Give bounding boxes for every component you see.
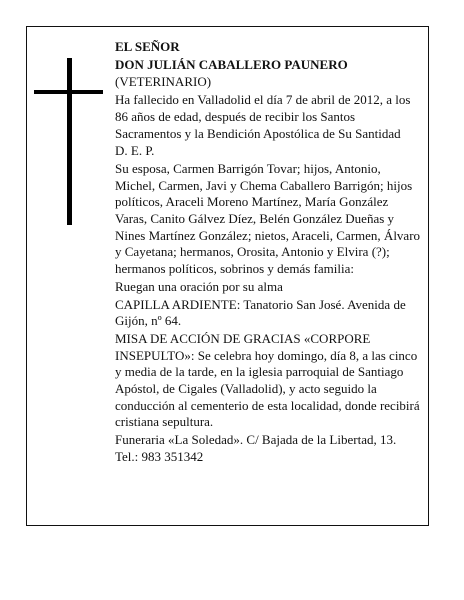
deceased-name: DON JULIÁN CABALLERO PAUNERO: [115, 56, 348, 72]
cross-vertical-bar: [67, 58, 72, 225]
chapel-info: CAPILLA ARDIENTE: Tanatorio San José. Avenida de Gijón, nº 64.: [115, 296, 406, 329]
mass-info: MISA DE ACCIÓN DE GRACIAS «CORPORE INSEPULTO»: Se celebra hoy domingo, día 8, a las cinco y media de la tarde, en la iglesia parroquial de Santiago Apóstol, de Cigales (Valladolid), y acto seguido la conducción al cementerio de esta localidad, donde recibirá cristiana sepultura.: [115, 330, 420, 430]
family-list: Su esposa, Carmen Barrigón Tovar; hijos, Antonio, Michel, Carmen, Javi y Chema Caballero Barrigón; hijos políticos, Araceli Moreno Martínez, María González Varas, Canito Gálvez Díez, Belén González Dueñas y Nines Martínez González; nietos, Araceli, Carmen, Álvaro y Cayetana; hermanos, Orosita, Antonio y Elvira (?); hermanos políticos, sobrinos y demás familia:: [115, 160, 421, 277]
deceased-profession: (VETERINARIO): [115, 74, 212, 90]
obituary-notice: [26, 26, 429, 526]
cross-horizontal-bar: [34, 90, 103, 94]
death-info: Ha fallecido en Valladolid el día 7 de abril de 2012, a los 86 años de edad, después de recibir los Santos Sacramentos y la Bendición Apostólica de Su Santidad: [115, 92, 411, 141]
notice-title: EL SEÑOR: [115, 39, 180, 54]
funeral-home-info: Funeraria «La Soledad». C/ Bajada de la Libertad, 13. Tel.: 983 351342: [115, 432, 397, 464]
rip-text: D. E. P.: [115, 143, 155, 159]
notice-text: [115, 39, 421, 467]
prayer-request: Ruegan una oración por su alma: [115, 278, 283, 294]
